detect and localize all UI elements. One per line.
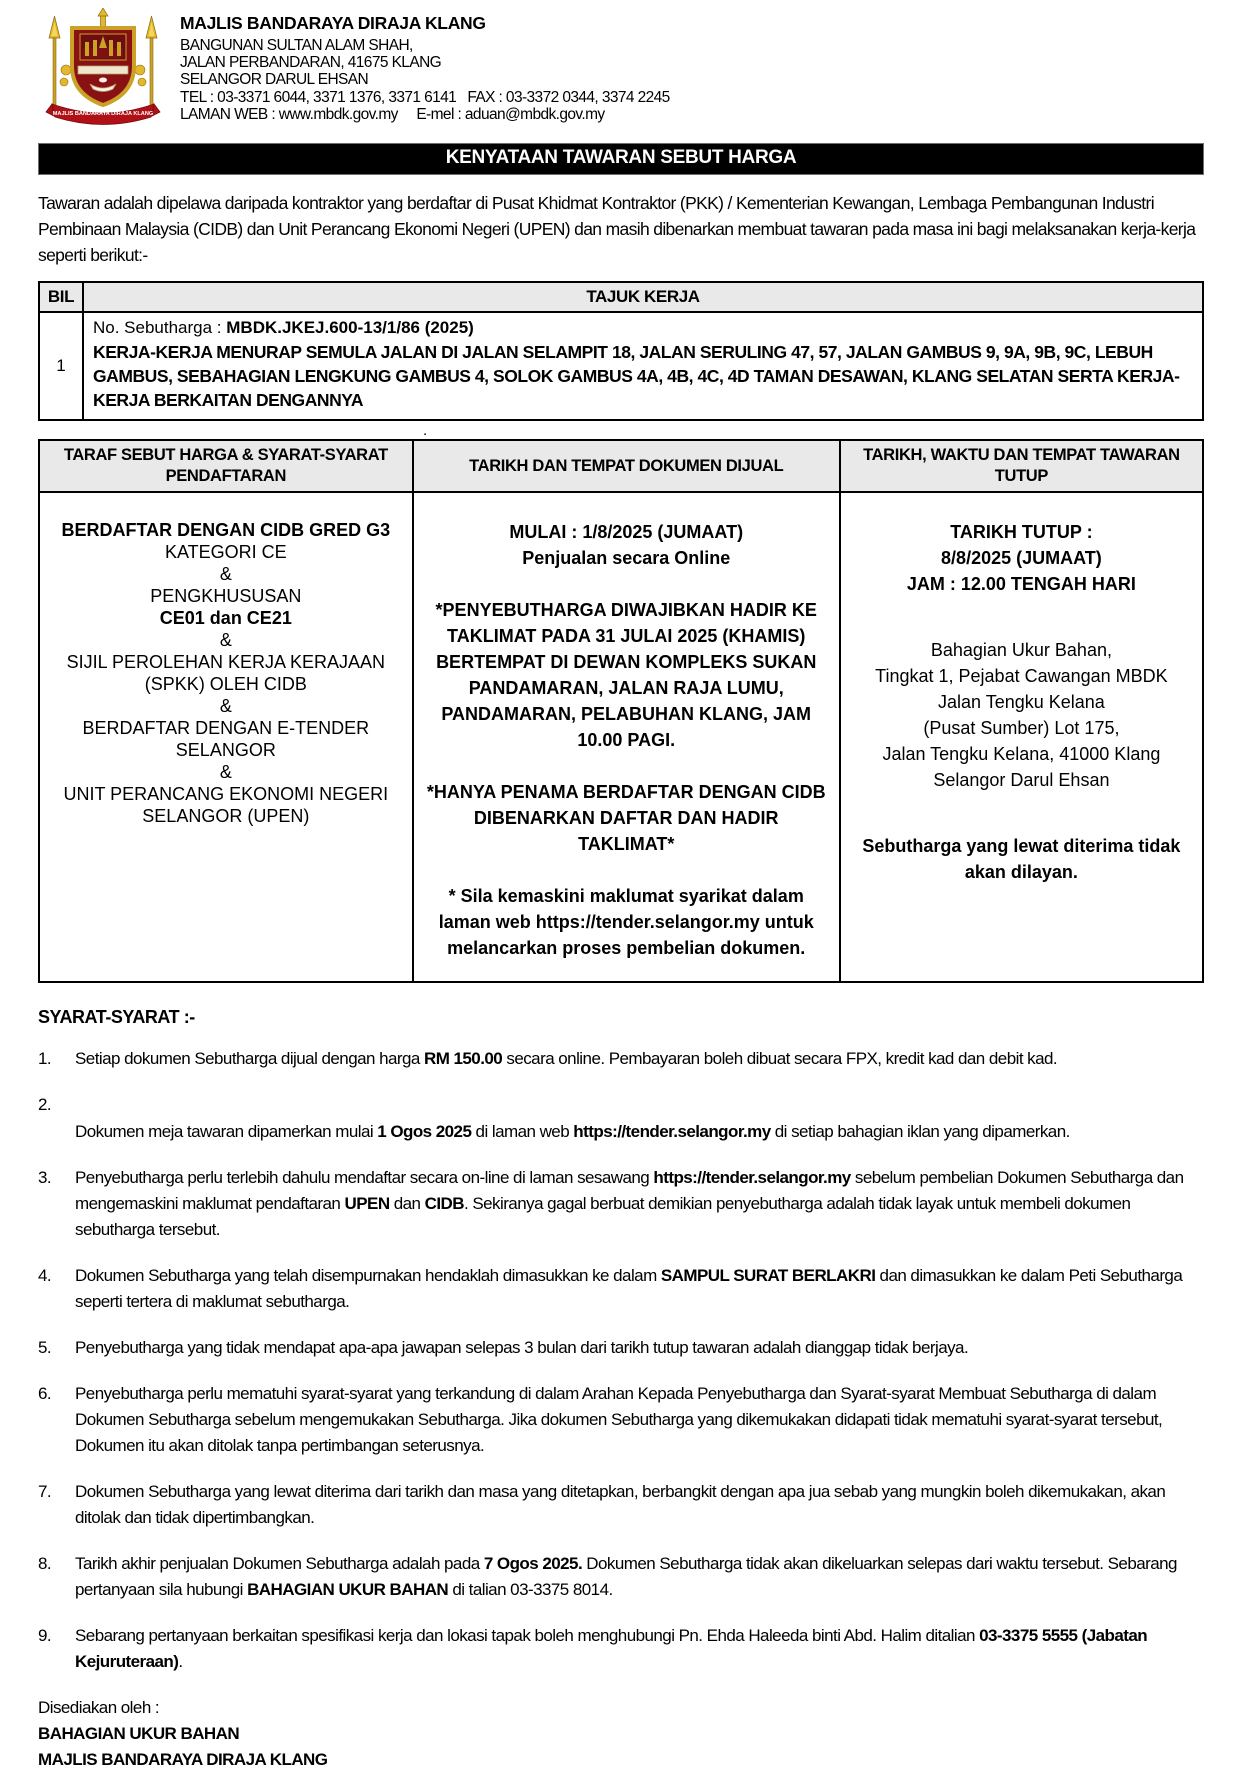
condition-item-text	[75, 1092, 1204, 1145]
condition-item-text	[75, 1381, 1204, 1459]
text-line: (Pusat Sumber) Lot 175,	[923, 718, 1120, 738]
text-line: Penjualan secara Online	[522, 548, 731, 568]
text-line: Tingkat 1, Pejabat Cawangan MBDK	[875, 666, 1168, 686]
registration-requirements-cell	[39, 492, 413, 982]
mbdk-crest-logo	[38, 8, 168, 131]
condition-item-number: 7.	[38, 1482, 52, 1501]
text-segment: sebelum pembelian Dokumen Sebutharga dan mengemaskini maklumat pendaftaran	[75, 1168, 1184, 1213]
condition-item	[38, 1551, 1204, 1603]
condition-item-number: 6.	[38, 1384, 52, 1403]
text-line: UNIT PERANCANG EKONOMI NEGERI SELANGOR (UPEN)	[63, 784, 389, 826]
address-line: SELANGOR DARUL EHSAN	[180, 71, 369, 89]
text-segment: Sebarang pertanyaan berkaitan spesifikasi kerja dan lokasi tapak boleh menghubungi Pn. Ehda Haleeda binti Abd. Halim ditalian	[75, 1626, 980, 1645]
text-segment: RM 150.00	[423, 1049, 503, 1068]
text-line: BERDAFTAR DENGAN CIDB GRED G3	[61, 520, 391, 540]
text-line: Jalan Tengku Kelana	[938, 692, 1105, 712]
condition-item-text	[75, 1335, 1204, 1361]
info-header-tarikh-dijual: TARIKH DAN TEMPAT DOKUMEN DIJUAL	[413, 440, 840, 492]
quotation-ref-code: MBDK.JKEJ.600-13/1/86 (2025)	[226, 318, 474, 337]
condition-item	[38, 1046, 1204, 1072]
text-line: TARIKH TUTUP :	[950, 522, 1093, 542]
job-details	[83, 312, 1203, 420]
text-segment: UPEN	[344, 1194, 390, 1213]
text-line: Selangor Darul Ehsan	[933, 770, 1110, 790]
prepared-by-dept: BAHAGIAN UKUR BAHAN	[38, 1724, 240, 1743]
jobs-table-header-bil: BIL	[39, 282, 83, 312]
quotation-info-table	[38, 439, 1204, 983]
condition-item	[38, 1165, 1204, 1243]
jobs-table-row	[39, 312, 1203, 420]
text-segment: SAMPUL SURAT BERLAKRI	[660, 1266, 876, 1285]
condition-item-number: 8.	[38, 1554, 52, 1573]
text-segment: di laman web	[471, 1122, 574, 1141]
condition-item-number: 9.	[38, 1626, 52, 1645]
condition-item	[38, 1381, 1204, 1459]
text-segment: https://tender.selangor.my	[573, 1122, 771, 1141]
condition-item	[38, 1623, 1204, 1675]
text-line: MULAI : 1/8/2025 (JUMAAT)	[509, 522, 744, 542]
text-segment: Penyebutharga yang tidak mendapat apa-apa jawapan selepas 3 bulan dari tarikh tutup tawaran adalah dianggap tidak berjaya.	[75, 1338, 969, 1357]
condition-item-text	[75, 1165, 1204, 1243]
condition-item-number: 5.	[38, 1338, 52, 1357]
prepared-by-org: MAJLIS BANDARAYA DIRAJA KLANG	[38, 1750, 328, 1769]
text-line: *HANYA PENAMA BERDAFTAR DENGAN CIDB DIBENARKAN DAFTAR DAN HADIR TAKLIMAT*	[426, 782, 826, 854]
condition-item-number: 4.	[38, 1266, 52, 1285]
job-number: 1	[39, 312, 83, 420]
text-line: Jalan Tengku Kelana, 41000 Klang	[882, 744, 1161, 764]
text-segment: Penyebutharga perlu terlebih dahulu mendaftar secara on-line di laman sesawang	[75, 1168, 654, 1187]
text-segment: . Sekiranya gagal berbuat demikian penyebutharga adalah tidak layak untuk membeli dokumen sebutharga tersebut.	[75, 1194, 1131, 1239]
text-segment: Dokumen meja tawaran dipamerkan mulai	[75, 1122, 378, 1141]
text-line: &	[219, 564, 232, 584]
condition-item-number: 2.	[38, 1095, 52, 1114]
text-line: &	[219, 696, 232, 716]
text-line: * Sila kemaskini maklumat syarikat dalam laman web https://tender.selangor.my untuk melancarkan proses pembelian dokumen.	[438, 886, 814, 958]
info-header-taraf: TARAF SEBUT HARGA & SYARAT-SYARAT PENDAFTARAN	[39, 440, 413, 492]
text-segment: BAHAGIAN UKUR BAHAN	[247, 1580, 449, 1599]
text-line: Bahagian Ukur Bahan,	[930, 640, 1112, 660]
text-line: JAM : 12.00 TENGAH HARI	[906, 574, 1136, 594]
closing-info-cell	[840, 492, 1203, 982]
text-segment: Dokumen Sebutharga tidak akan dikeluarkan selepas dari waktu tersebut. Sebarang pertanyaan sila hubungi	[75, 1554, 1177, 1599]
condition-item-text	[75, 1479, 1204, 1531]
jobs-table	[38, 281, 1204, 421]
text-segment: dan	[389, 1194, 425, 1213]
condition-item	[38, 1092, 1204, 1145]
condition-item	[38, 1263, 1204, 1315]
crest-banner-text: MAJLIS BANDARAYA DIRAJA KLANG	[52, 111, 154, 117]
text-segment: 03-3375 5555 (Jabatan Kejuruteraan)	[75, 1626, 1148, 1671]
text-line: KATEGORI CE	[164, 542, 287, 562]
text-segment: dan dimasukkan ke dalam Peti Sebutharga seperti tertera di maklumat sebutharga.	[75, 1266, 1183, 1311]
letterhead	[38, 8, 1204, 131]
text-segment: Dokumen Sebutharga yang lewat diterima dari tarikh dan masa yang ditetapkan, berbangkit dengan apa jua sebab yang mungkin boleh dikemukakan, akan ditolak dan tidak dipertimbangkan.	[75, 1482, 1166, 1527]
condition-item	[38, 1479, 1204, 1531]
prepared-by-label: Disediakan oleh :	[38, 1698, 160, 1717]
text-line: &	[219, 762, 232, 782]
condition-item-text	[75, 1623, 1204, 1675]
crest-icon	[38, 8, 168, 126]
address-line: JALAN PERBANDARAN, 41675 KLANG	[180, 54, 442, 72]
quotation-ref	[93, 316, 1194, 340]
text-segment: Setiap dokumen Sebutharga dijual dengan harga	[75, 1049, 424, 1068]
text-line: Sebutharga yang lewat diterima tidak akan dilayan.	[862, 836, 1181, 882]
text-line: *PENYEBUTHARGA DIWAJIBKAN HADIR KE TAKLIMAT PADA 31 JULAI 2025 (KHAMIS) BERTEMPAT DI DEWAN KOMPLEKS SUKAN PANDAMARAN, JALAN RAJA LUMU, PANDAMARAN, PELABUHAN KLANG, JAM 10.00 PAGI.	[435, 600, 817, 750]
text-line: &	[219, 630, 232, 650]
text-line: PENGKHUSUSAN	[150, 586, 302, 606]
condition-item	[38, 1335, 1204, 1361]
info-header-tawaran-tutup: TARIKH, WAKTU DAN TEMPAT TAWARAN TUTUP	[840, 440, 1203, 492]
text-segment: https://tender.selangor.my	[653, 1168, 851, 1187]
letterhead-text	[180, 8, 670, 123]
org-name: MAJLIS BANDARAYA DIRAJA KLANG	[180, 13, 486, 33]
text-segment: 7 Ogos 2025.	[483, 1554, 583, 1573]
job-title: KERJA-KERJA MENURAP SEMULA JALAN DI JALAN SELAMPIT 18, JALAN SERULING 47, 57, JALAN GAMBUS 9, 9A, 9B, 9C, LEBUH GAMBUS, SEBAHAGIAN LENGKUNG GAMBUS 4, SOLOK GAMBUS 4A, 4B, 4C, 4D TAMAN DESAWAN, KLANG SELATAN SERTA KERJA-KERJA BERKAITAN DENGANNYA	[93, 342, 1180, 410]
condition-item-text	[75, 1551, 1204, 1603]
text-line: SIJIL PEROLEHAN KERJA KERAJAAN (SPKK) OLEH CIDB	[66, 652, 386, 694]
jobs-table-header-tajuk: TAJUK KERJA	[83, 282, 1203, 312]
document-sale-cell	[413, 492, 840, 982]
prepared-by-block	[38, 1695, 1204, 1773]
condition-item-number: 3.	[38, 1168, 52, 1187]
text-segment: di talian 03-3375 8014.	[448, 1580, 613, 1599]
text-segment: 1 Ogos 2025	[377, 1122, 472, 1141]
text-line: CE01 dan CE21	[159, 608, 292, 628]
conditions-list	[38, 1046, 1204, 1675]
text-segment: .	[178, 1652, 183, 1671]
text-segment: CIDB	[424, 1194, 464, 1213]
text-line: 8/8/2025 (JUMAAT)	[941, 548, 1102, 568]
intro-paragraph: Tawaran adalah dipelawa daripada kontraktor yang berdaftar di Pusat Khidmat Kontraktor (PKK) / Kementerian Kewangan, Lembaga Pembangunan Industri Pembinaan Malaysia (CIDB) dan Unit Perancang Ekonomi Negeri (UPEN) dan masih dibenarkan membuat tawaran pada masa ini bagi melaksanakan kerja-kerja seperti berikut:-	[38, 193, 1196, 265]
text-line: BERDAFTAR DENGAN E-TENDER SELANGOR	[82, 718, 370, 760]
quotation-ref-label: No. Sebutharga :	[93, 318, 227, 337]
conditions-heading: SYARAT-SYARAT :-	[38, 1007, 195, 1027]
text-segment: Dokumen Sebutharga yang telah disempurnakan hendaklah dimasukkan ke dalam	[75, 1266, 661, 1285]
text-segment: Tarikh akhir penjualan Dokumen Sebutharga adalah pada	[75, 1554, 484, 1573]
text-segment: Penyebutharga perlu mematuhi syarat-syarat yang terkandung di dalam Arahan Kepada Penyebutharga dan Syarat-syarat Membuat Sebutharga di dalam Dokumen Sebutharga sebelum mengemukakan Sebutharga. Jika dokumen Sebutharga yang dikemukakan didapati tidak mematuhi syarat-syarat tersebut, Dokumen itu akan ditolak tanpa pertimbangan seterusnya.	[75, 1384, 1163, 1455]
condition-item-text	[75, 1263, 1204, 1315]
text-segment: di setiap bahagian iklan yang dipamerkan.	[770, 1122, 1070, 1141]
condition-item-text	[75, 1046, 1204, 1072]
text-segment: secara online. Pembayaran boleh dibuat secara FPX, kredit kad dan debit kad.	[502, 1049, 1058, 1068]
separator-dot: .	[423, 422, 428, 439]
notice-title-bar: KENYATAAN TAWARAN SEBUT HARGA	[38, 143, 1204, 175]
phone-fax-line: TEL : 03-3371 6044, 3371 1376, 3371 6141 FAX : 03-3372 0344, 3374 2245	[180, 88, 670, 106]
condition-item-number: 1.	[38, 1049, 52, 1068]
web-email-line: LAMAN WEB : www.mbdk.gov.my E-mel : aduan@mbdk.gov.my	[180, 105, 605, 123]
address-line: BANGUNAN SULTAN ALAM SHAH,	[180, 37, 413, 54]
